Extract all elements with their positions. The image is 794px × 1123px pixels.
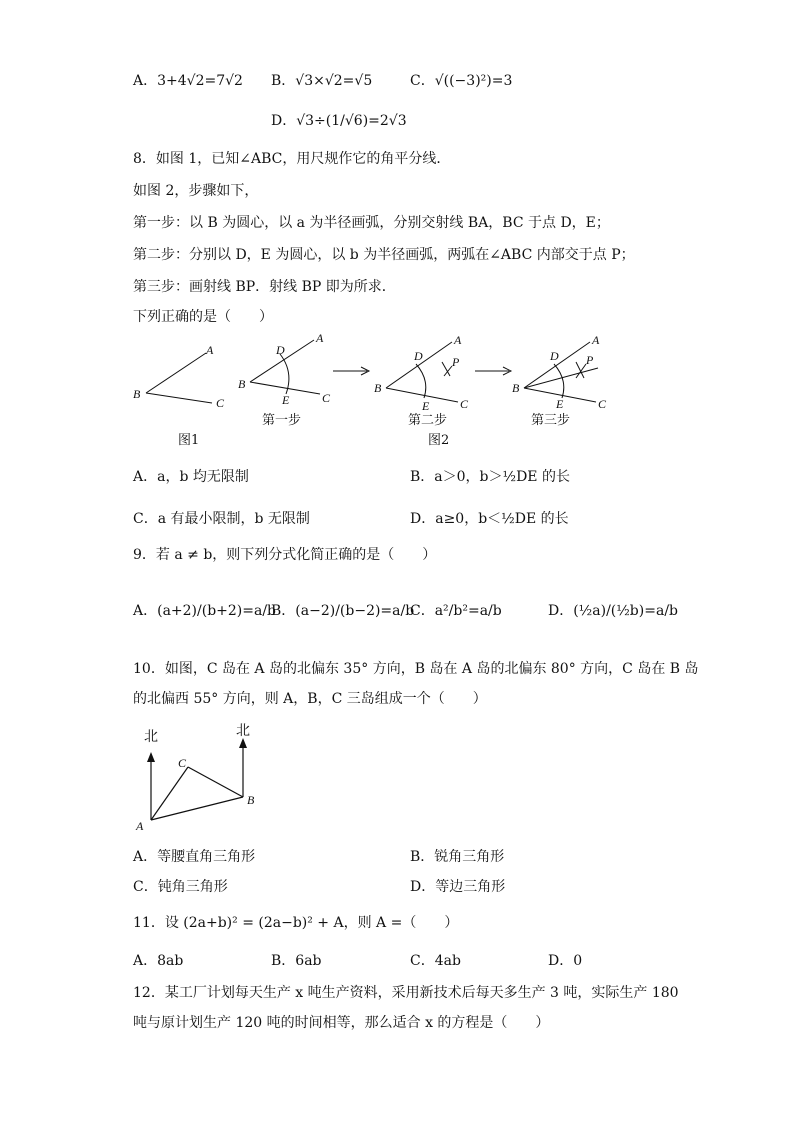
svg-text:B: B (247, 793, 255, 807)
q9-option-a: A．(a+2)/(b+2)=a/b (133, 603, 277, 619)
q8-option-c: C．a 有最小限制，b 无限制 (133, 511, 310, 527)
svg-text:A: A (592, 333, 600, 347)
svg-text:P: P (586, 353, 594, 367)
arrow-icon (475, 365, 515, 377)
q8-step-label-2: 第二步 (408, 413, 448, 428)
q10-north-label-b: 北 (236, 723, 250, 739)
q8-step-label-3: 第三步 (531, 413, 571, 428)
svg-text:C: C (216, 396, 225, 410)
q8-figure-step3 (510, 332, 620, 412)
q10-stem-line1: 10．如图，C 岛在 A 岛的北偏东 35° 方向，B 岛在 A 岛的北偏东 80° 方向，C 岛在 B 岛 (133, 661, 699, 677)
svg-text:E: E (282, 393, 290, 407)
svg-text:D: D (276, 343, 285, 357)
svg-text:A: A (316, 331, 324, 345)
q8-prompt: 下列正确的是（ ） (133, 309, 273, 325)
q9-option-d: D．(½a)/(½b)=a/b (548, 603, 678, 619)
svg-text:B: B (374, 381, 382, 395)
q10-option-a: A．等腰直角三角形 (133, 849, 256, 865)
svg-text:C: C (598, 397, 607, 411)
q7-option-a: A．3+4√2=7√2 (133, 73, 243, 89)
q10-north-label-a: 北 (144, 729, 158, 745)
q8-option-d: D．a≥0，b＜½DE 的长 (410, 511, 569, 527)
q11-stem: 11．设 (2a+b)² = (2a−b)² + A，则 A =（ ） (133, 915, 459, 931)
q8-option-a: A．a，b 均无限制 (133, 469, 249, 485)
q11-option-a: A．8ab (133, 953, 184, 969)
svg-text:D: D (414, 349, 423, 363)
q8-step-label-1: 第一步 (262, 413, 302, 428)
q8-step1: 第一步：以 B 为圆心，以 a 为半径画弧，分别交射线 BA，BC 于点 D，E； (133, 215, 610, 231)
svg-text:B: B (512, 381, 520, 395)
q8-fig1-caption: 图1 (178, 433, 200, 448)
q8-figure-1 (130, 340, 230, 410)
q7-option-d: D．√3÷(1/√6)=2√3 (271, 113, 407, 129)
svg-text:E: E (556, 397, 564, 411)
q8-stem-line2: 如图 2，步骤如下， (133, 183, 259, 199)
q10-option-d: D．等边三角形 (410, 879, 506, 895)
q7-option-c: C．√((−3)²)=3 (410, 73, 513, 89)
svg-text:D: D (550, 349, 559, 363)
q8-option-b: B．a＞0，b＞½DE 的长 (410, 469, 570, 485)
q9-option-b: B．(a−2)/(b−2)=a/b (271, 603, 415, 619)
svg-text:C: C (460, 397, 469, 411)
q8-step3: 第三步：画射线 BP．射线 BP 即为所求． (133, 279, 396, 295)
svg-text:B: B (238, 377, 246, 391)
q11-option-d: D．0 (548, 953, 583, 969)
q10-stem-line2: 的北偏西 55° 方向，则 A，B，C 三岛组成一个（ ） (133, 691, 487, 707)
q11-option-b: B．6ab (271, 953, 322, 969)
q9-stem: 9．若 a ≠ b，则下列分式化简正确的是（ ） (133, 547, 437, 563)
arrow-icon (333, 365, 373, 377)
svg-text:B: B (133, 387, 141, 401)
svg-text:A: A (136, 819, 144, 833)
svg-text:C: C (322, 391, 331, 405)
q12-stem-line1: 12．某工厂计划每天生产 x 吨生产资料，采用新技术后每天多生产 3 吨，实际生产 180 (133, 985, 679, 1001)
q8-stem-line1: 8．如图 1，已知∠ABC，用尺规作它的角平分线． (133, 151, 451, 167)
q12-stem-line2: 吨与原计划生产 120 吨的时间相等，那么适合 x 的方程是（ ） (133, 1015, 550, 1031)
q8-fig2-caption: 图2 (428, 433, 450, 448)
q11-option-c: C．4ab (410, 953, 461, 969)
q10-option-b: B．锐角三角形 (410, 849, 505, 865)
svg-text:C: C (178, 756, 187, 770)
svg-text:E: E (422, 399, 430, 413)
q10-option-c: C．钝角三角形 (133, 879, 228, 895)
svg-text:A: A (454, 333, 462, 347)
q7-option-b: B．√3×√2=√5 (271, 73, 373, 89)
q9-option-c: C．a²/b²=a/b (410, 603, 502, 619)
q8-figure-step2 (372, 332, 482, 412)
svg-text:P: P (452, 355, 460, 369)
q8-figure-step1 (236, 332, 346, 412)
q8-step2: 第二步：分别以 D，E 为圆心，以 b 为半径画弧，两弧在∠ABC 内部交于点 P； (133, 247, 635, 263)
svg-text:A: A (206, 343, 214, 357)
